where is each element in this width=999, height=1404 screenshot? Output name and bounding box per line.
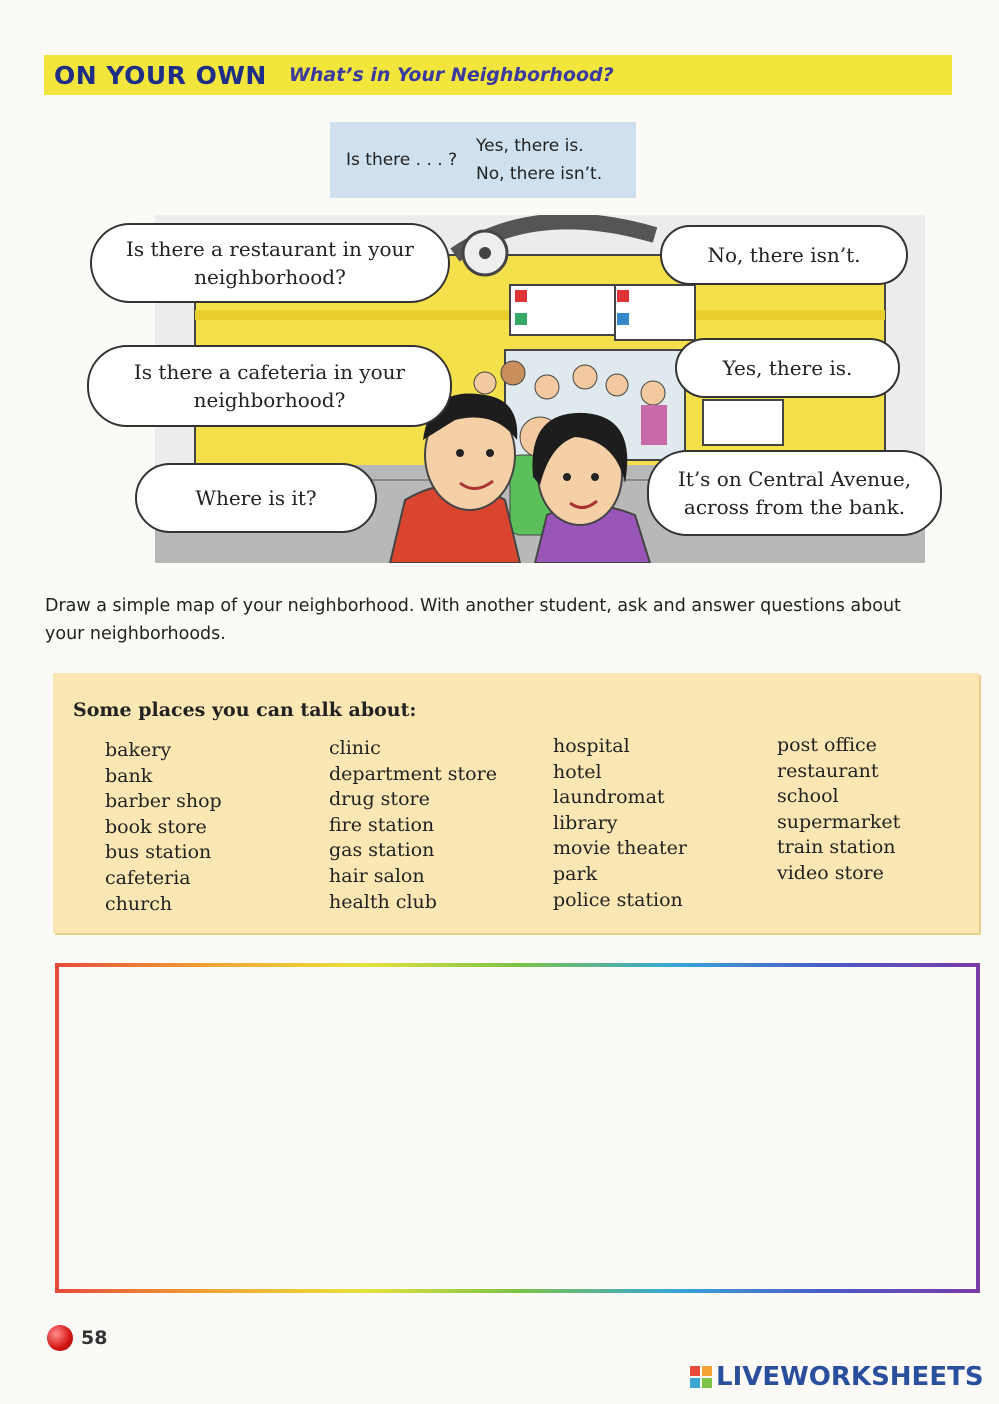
place-item: library: [553, 811, 618, 834]
place-item: restaurant: [777, 759, 879, 782]
section-subtitle: What’s in Your Neighborhood?: [288, 64, 614, 86]
place-item: train station: [777, 836, 896, 859]
grammar-answer-yes: Yes, there is.: [476, 136, 584, 156]
page-number: [47, 1325, 107, 1351]
speech-text-restaurant-question: Is there a restaurant in your neighborhood?: [126, 237, 414, 289]
grammar-answer-no: No, there isn’t.: [476, 164, 603, 184]
speech-text-where: Where is it?: [195, 486, 317, 510]
logo-text: LIVEWORKSHEETS: [716, 1362, 984, 1392]
speech-bubble-location: [647, 450, 942, 536]
speech-bubble-yes: [675, 338, 900, 398]
place-item: police station: [553, 888, 683, 911]
logo-grid-icon: [690, 1366, 712, 1388]
place-item: barber shop: [105, 790, 222, 813]
place-item: cafeteria: [105, 866, 191, 889]
place-item: laundromat: [553, 786, 665, 809]
place-item: bus station: [105, 841, 212, 864]
place-item: department store: [329, 762, 497, 785]
place-item: book store: [105, 815, 207, 838]
place-item: movie theater: [553, 837, 687, 860]
speech-text-no: No, there isn’t.: [707, 243, 861, 267]
place-item: gas station: [329, 839, 435, 862]
place-item: church: [105, 892, 173, 915]
place-item: school: [777, 785, 839, 808]
place-item: hotel: [553, 760, 602, 783]
place-item: supermarket: [777, 810, 901, 833]
map-drawing-area[interactable]: [55, 963, 980, 1293]
places-column-2: [329, 736, 497, 915]
place-item: fire station: [329, 813, 435, 836]
place-item: bank: [105, 764, 153, 787]
place-item: hospital: [553, 735, 630, 757]
place-item: post office: [777, 734, 877, 756]
illustration-scene: [126, 215, 925, 563]
places-column-3: [553, 734, 687, 913]
instructions: Draw a simple map of your neighborhood. With another student, ask and answer questions about your neighborhoods.: [45, 596, 901, 644]
grammar-answers: [476, 132, 602, 188]
speech-text-cafeteria-question: Is there a cafeteria in your neighborhood?: [133, 360, 406, 412]
grammar-box: [330, 122, 636, 198]
speech-text-yes: Yes, there is.: [722, 356, 853, 380]
places-title: Some places you can talk about:: [73, 699, 417, 721]
red-dot-icon: [47, 1325, 73, 1351]
section-title: ON YOUR OWN: [54, 60, 267, 90]
place-item: bakery: [105, 739, 172, 761]
speech-bubble-cafeteria-question: [87, 345, 452, 427]
places-box: [53, 673, 979, 933]
places-column-1: [105, 738, 222, 917]
liveworksheets-logo: [690, 1362, 984, 1392]
speech-bubble-no: [660, 225, 908, 285]
place-item: health club: [329, 890, 437, 913]
speech-text-location: It’s on Central Avenue, across from the bank.: [677, 467, 912, 519]
place-item: hair salon: [329, 864, 425, 887]
speech-bubble-where: [135, 463, 377, 533]
place-item: video store: [777, 861, 884, 884]
page-number-text: 58: [81, 1327, 108, 1349]
grammar-question: Is there . . . ?: [346, 150, 458, 170]
place-item: park: [553, 862, 598, 885]
places-column-4: [777, 733, 900, 887]
place-item: clinic: [329, 737, 381, 759]
speech-bubble-restaurant-question: [90, 223, 450, 303]
section-banner: [44, 55, 952, 95]
place-item: drug store: [329, 788, 430, 811]
